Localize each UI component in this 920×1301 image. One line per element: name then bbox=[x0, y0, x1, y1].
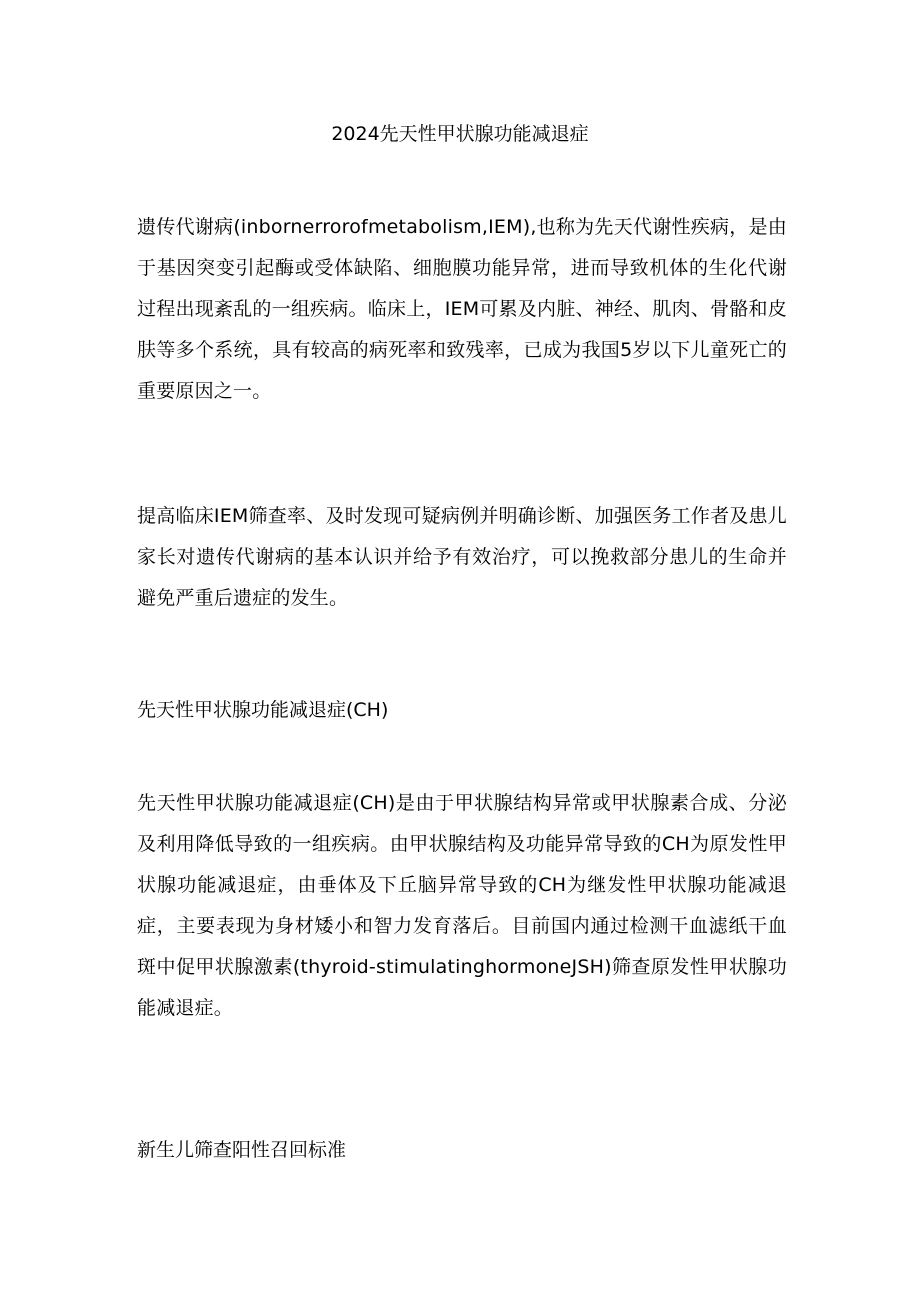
document-title: 2024先天性甲状腺功能减退症 bbox=[331, 123, 589, 145]
paragraph-screening: 提高临床IEM筛查率、及时发现可疑病例并明确诊断、加强医务工作者及患儿家长对遗传代谢病的基本认识并给予有效治疗，可以挽救部分患儿的生命并避免严重后遗症的发生。 bbox=[137, 505, 787, 609]
paragraph-iem-intro: 遗传代谢病(inbornerrorofmetabolism,IEM),也称为先天代谢性疾病，是由于基因突变引起酶或受体缺陷、细胞膜功能异常，进而导致机体的生化代谢过程出现紊乱的一组疾病。临床上，IEM可累及内脏、神经、肌肉、骨骼和皮肤等多个系统，具有较高的病死率和致残率，已成为我国5岁以下儿童死亡的重要原因之一。 bbox=[137, 216, 787, 402]
section-heading-recall-criteria: 新生儿筛查阳性召回标准 bbox=[137, 1139, 347, 1161]
paragraph-ch-definition: 先天性甲状腺功能减退症(CH)是由于甲状腺结构异常或甲状腺素合成、分泌及利用降低导致的一组疾病。由甲状腺结构及功能异常导致的CH为原发性甲状腺功能减退症，由垂体及下丘脑异常导致的CH为继发性甲状腺功能减退症，主要表现为身材矮小和智力发育落后。目前国内通过检测干血滤纸干血斑中促甲状腺激素(thyroid-stimulatinghormoneJSH)筛查原发性甲状腺功能减退症。 bbox=[137, 792, 787, 1019]
section-heading-ch: 先天性甲状腺功能减退症(CH) bbox=[137, 699, 389, 721]
